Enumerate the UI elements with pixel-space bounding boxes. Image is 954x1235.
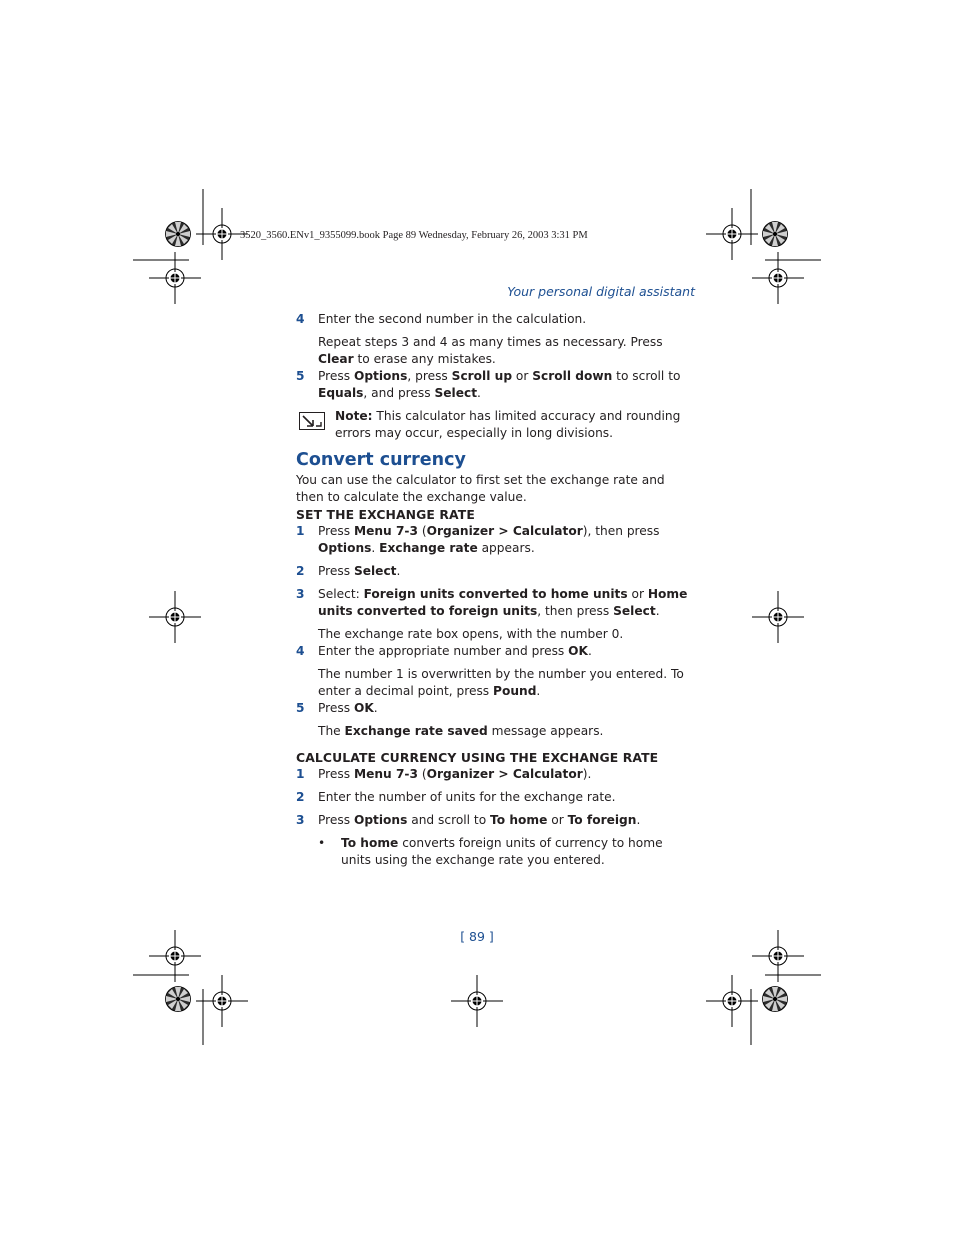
step-item <box>296 563 694 580</box>
note-label: Note: <box>335 409 373 423</box>
color-burst-icon <box>763 987 788 1012</box>
color-burst-icon <box>166 222 191 247</box>
step-number: 5 <box>296 369 305 383</box>
step-item <box>296 812 694 829</box>
step-number: 4 <box>296 644 305 658</box>
step-text: Press OK. <box>318 701 378 715</box>
note-icon <box>299 412 325 430</box>
registration-mark-icon <box>706 208 758 260</box>
step-detail: Repeat steps 3 and 4 as many times as necessary. Press Clear to erase any mistakes. <box>318 335 663 366</box>
bullet-icon: • <box>318 836 326 850</box>
registration-mark-icon <box>149 591 201 643</box>
page-number: [ 89 ] <box>460 929 494 944</box>
step-detail: The Exchange rate saved message appears. <box>318 724 604 738</box>
section-title: Convert currency <box>296 450 466 470</box>
step-text: Enter the number of units for the exchange rate. <box>318 790 616 804</box>
subsection-heading: CALCULATE CURRENCY USING THE EXCHANGE RATE <box>296 750 659 765</box>
step-text: Select: Foreign units converted to home units or Home units converted to foreign units, then press Select. <box>318 587 688 618</box>
step-item <box>296 586 694 620</box>
registration-mark-icon <box>196 975 248 1027</box>
step-number: 1 <box>296 524 305 538</box>
step-item <box>296 523 694 557</box>
step-number: 3 <box>296 587 305 601</box>
section-intro: You can use the calculator to first set the exchange rate and then to calculate the exchange value. <box>296 473 665 504</box>
step-text: Press Options and scroll to To home or To foreign. <box>318 813 641 827</box>
step-number: 3 <box>296 813 305 827</box>
subsection-heading: SET THE EXCHANGE RATE <box>296 507 475 522</box>
registration-mark-icon <box>706 975 758 1027</box>
step-number: 2 <box>296 564 305 578</box>
step-text: Press Menu 7-3 (Organizer > Calculator). <box>318 767 592 781</box>
step-number: 1 <box>296 767 305 781</box>
bullet-item: • To home converts foreign units of currency to home units using the exchange rate you entered. <box>318 836 663 867</box>
file-info-slug: 3520_3560.ENv1_9355099.book Page 89 Wednesday, February 26, 2003 3:31 PM <box>240 230 588 241</box>
step-item <box>296 311 694 328</box>
step-item <box>296 368 694 402</box>
step-item <box>296 643 694 660</box>
step-item <box>296 700 694 717</box>
note-block <box>296 408 694 442</box>
color-burst-icon <box>763 222 788 247</box>
step-number: 2 <box>296 790 305 804</box>
step-detail: The number 1 is overwritten by the number you entered. To enter a decimal point, press Pound. <box>318 667 684 698</box>
step-item <box>296 766 694 783</box>
registration-mark-icon <box>752 591 804 643</box>
step-number: 4 <box>296 312 305 326</box>
color-burst-icon <box>166 987 191 1012</box>
registration-mark-icon <box>451 975 503 1027</box>
step-text: Press Select. <box>318 564 401 578</box>
note-text: This calculator has limited accuracy and rounding errors may occur, especially in long divisions. <box>335 409 681 440</box>
step-number: 5 <box>296 701 305 715</box>
step-detail: The exchange rate box opens, with the number 0. <box>318 627 624 641</box>
step-text: Press Menu 7-3 (Organizer > Calculator), then press Options. Exchange rate appears. <box>318 524 660 555</box>
step-text: Enter the appropriate number and press OK. <box>318 644 592 658</box>
step-text: Press Options, press Scroll up or Scroll down to scroll to Equals, and press Select. <box>318 369 681 400</box>
step-text: Enter the second number in the calculation. <box>318 312 587 326</box>
step-item <box>296 789 694 806</box>
page-content <box>296 311 694 875</box>
running-head: Your personal digital assistant <box>507 284 695 299</box>
